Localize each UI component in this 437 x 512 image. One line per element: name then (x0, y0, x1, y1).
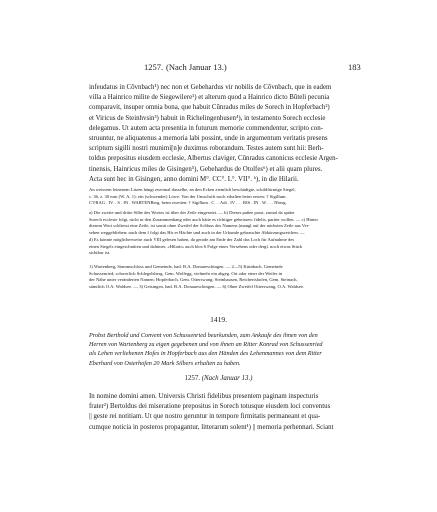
note-line: c. 36, z. 30 mm (W. A. 1): ein (schwender) Löwe. Von der Umschrift noch erhalten beim ersten: † Sigillum. (89, 193, 287, 199)
running-head-year: 1257. (144, 62, 164, 72)
running-head-date: (Nach Januar 13.) (166, 62, 227, 72)
text-line: infeudatus in Cōvnbach¹) nec non et Gebehardus vir nobilis de Cōvnbach, que in eadem (89, 84, 332, 91)
text-line: Acta sunt hec in Gisingen, anno domini M°. CC°. L°. VII°. ᵇ), in die Hilarii. (89, 175, 299, 183)
note-line: sichtbar ist. (89, 250, 111, 256)
text-line: tinensis, Hainricus miles de Gisingen⁵), Gebehardus de Otolfes⁶) et alii quam plures. (89, 165, 323, 173)
note-line: diesem Wort schliesst eine Zeile, ist somit ohne Zweifel der Schluss des Namens (mangl auf der nächsten Zeile aus Ver- (89, 223, 310, 229)
regest-summary (89, 331, 351, 368)
document-date-text: (Nach Januar 13.) (201, 375, 253, 382)
note-line: sämtlich O.A. Waldsee. — 3) Geisingen, bad. B.A. Donaueschingen. — 6) Ohne Zweifel Otterswang, O.A. Waldsee. (89, 284, 305, 290)
regest-line: Probst Berthold und Convent von Schussenried beurkunden, zum Ankaufe des ihnen von den (89, 332, 318, 339)
document-date-year: 1257. (184, 375, 201, 382)
document-date (0, 375, 437, 382)
note-line: 1) Wartenberg, Stammschloss und Gemeinde, bad. B.A. Donaueschingen. — 2—5) Kürnbach, Gemeinde (89, 264, 283, 269)
regest-line: Eberhard von Osterhofen 20 Mark Silbers erhalten zu haben. (89, 359, 241, 367)
text-line: frater²) Bertoldus dei miseratione prepositus in Sorech totusque eiusdem loci conventus (89, 403, 331, 411)
text-line: toldus prepositus eiusdem ecclesie, Albertus claviger, Cŭnradus canonicus ecclesie Argen- (89, 155, 338, 163)
text-line: et Viricus de Steinhvsin³) habuit in Richelingenhusen⁴), in testamento Sorech ecclesie (89, 114, 326, 122)
document-number: 1419. (210, 315, 227, 324)
text-line: comparavit, insuper omnia bona, que habuit Cŭnradus miles de Sorech in Hopferbach²) (89, 104, 330, 112)
charter-text-1418 (89, 83, 351, 185)
place-notes (89, 264, 351, 291)
text-line: struuntur, ne aliquatenus a memoria labi possint, unde in argumentum veritatis presens (89, 135, 328, 143)
note-line: CVRAG . IV. . S . IN . WARTENBerg, beim zweiten: † Sigillum . C . . Adi . IV . . . RIS . IN . W . . . Nberg. (89, 200, 287, 206)
text-line: villa a Hainrico milite de Siegewilere¹) et alterum quod a Hainrico dicto Bŭteli pecunia (89, 94, 330, 102)
note-line: sehen weggeblieben; nach dem f folgt das Hir er Hächte und auch in der Urkunde gebrauchte Abkürzungszeichen. — (89, 230, 305, 236)
text-line: scriptum sigilli nostri munimi[n]e duximus roborandum. Testes autem sunt hii: Berh- (89, 145, 324, 153)
note-line: An weissem leinenem Litzen hängt zweimal dasselbe, an den Ecken ziemlich beschädigte, schildförmige Siegel, (89, 187, 296, 192)
note-line: Sorech ecclesie folgt, nicht in den Zusammenhang oder auch hätte es richtiger geheissen: fidelis, pariter wollen. — c) Hinter (89, 216, 318, 222)
note-line: einen Siegels eingeschnitten und dahinter, «Hilarii» auch blos 6 Folge eines Versehens oder dergl. noch etwas Stück (89, 243, 303, 249)
page-number: 183 (348, 62, 361, 72)
note-line: Schussenried; schwerlich Schlegelsberg, Gem. Wolfegg, vielmehr ein abgeg. Ort oder einer der Weiler in (89, 270, 283, 276)
charter-text-1419 (89, 392, 351, 433)
text-line: delegamus. Ut autem acta presentia in futurum memorie commendentur, scripto con- (89, 124, 323, 132)
text-line: In nomine domini amen. Universis Christi fidelibus presentem paginam inspecturis (89, 393, 319, 400)
text-line: || geste rei notitiam. Ut que nostro geruntur in tempore firmitatis permaneant et qua- (89, 413, 321, 421)
seal-description (89, 187, 351, 207)
regest-line: als Lehen verliehenen Hofes in Hopferbach aus den Händen des Lehenmannes von dem Ritter (89, 350, 322, 358)
text-line: cumque noticia in posteros propagantur, litterarum solent¹) || memoria perhennari. Sciant (89, 423, 334, 431)
running-head (0, 62, 437, 76)
note-line: a) Die zweite und dritte Silbe des Wortes ist über der Zeile eingesetzt. — b) Dieses pañee passt, zumal da später (89, 210, 295, 215)
note-line: d) Es könnte möglicherweise auch VIII gelesen haben, da gerade am Ende der Zahl das Loch für Aufnahme des (89, 236, 295, 242)
regest-line: Herren von Wartenberg zu eigen gegebenen und von ihnen an Ritter Konrad von Schussenried (89, 341, 323, 349)
textual-notes (89, 210, 351, 257)
note-line: der Nähe unter veränderten Namen; Hopferbach, Gem. Otterswang; Steinhausen, Reichertshofen, Gem. Steinach, (89, 277, 298, 283)
